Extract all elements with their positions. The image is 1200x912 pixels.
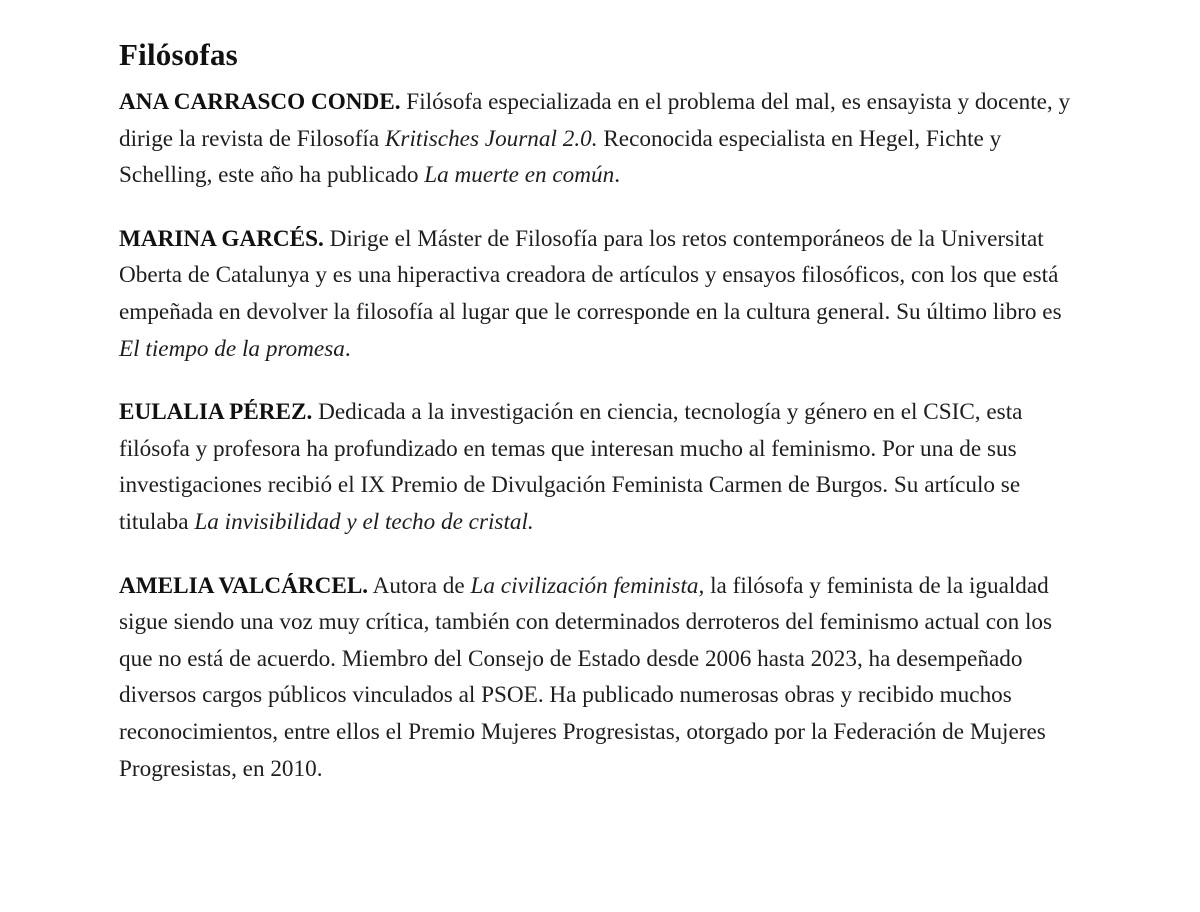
bio-text: . [614, 162, 621, 189]
bio-text: Reconocida especialista en Hegel, Fichte y Schelling, este año ha publicado [119, 125, 1002, 189]
bio-text: . [344, 335, 351, 362]
bio-text: Dedicada a la investigación en ciencia, tecnología y género en el CSIC, esta filósofa y profesora ha profundizado en temas que interesan mucho al feminismo. Por una de sus investigaciones recibió el IX Premio de Divulgación Feminista Carmen de Burgos. Su artículo se titulaba [119, 399, 1023, 535]
book-title: El tiempo de la promesa [119, 335, 345, 362]
section-title: Filósofas [119, 37, 238, 72]
article-body [119, 34, 1079, 814]
article-title: La invisibilidad y el techo de cristal. [194, 508, 534, 535]
book-title: La muerte en común [424, 162, 615, 189]
bio-text: Dirige el Máster de Filosofía para los retos contemporáneos de la Universitat Oberta de Catalunya y es una hiperactiva creadora de artículos y ensayos filosóficos, con los que está empeñada en devolver la filosofía al lugar que le corresponde en la cultura general. Su último libro es [119, 225, 1062, 325]
bio-name: EULALIA PÉREZ. [119, 399, 313, 426]
bio-entry-eulalia-perez [119, 394, 1079, 540]
book-title: La civilización feminista, [470, 572, 705, 599]
bio-text: la filósofa y feminista de la igualdad sigue siendo una voz muy crítica, también con determinados derroteros del feminismo actual con los que no está de acuerdo. Miembro del Consejo de Estado desde 2006 hasta 2023, ha desempeñado diversos cargos públicos vinculados al PSOE. Ha publicado numerosas obras y recibido muchos reconocimientos, entre ellos el Premio Mujeres Progresistas, otorgado por la Federación de Mujeres Progresistas, en 2010. [119, 572, 1053, 782]
bio-entry-ana-carrasco-conde [119, 84, 1079, 194]
journal-title: Kritisches Journal 2.0. [384, 125, 598, 152]
bio-name: MARINA GARCÉS. [119, 225, 324, 252]
bio-name: ANA CARRASCO CONDE. [119, 89, 401, 115]
bio-text: Autora de [368, 572, 471, 599]
bio-entry-amelia-valcarcel [119, 568, 1079, 788]
bio-name: AMELIA VALCÁRCEL. [119, 572, 369, 599]
bio-entry-marina-garces [119, 221, 1079, 367]
bio-text: Filósofa especializada en el problema del mal, es ensayista y docente, y dirige la revista de Filosofía [119, 89, 1071, 152]
